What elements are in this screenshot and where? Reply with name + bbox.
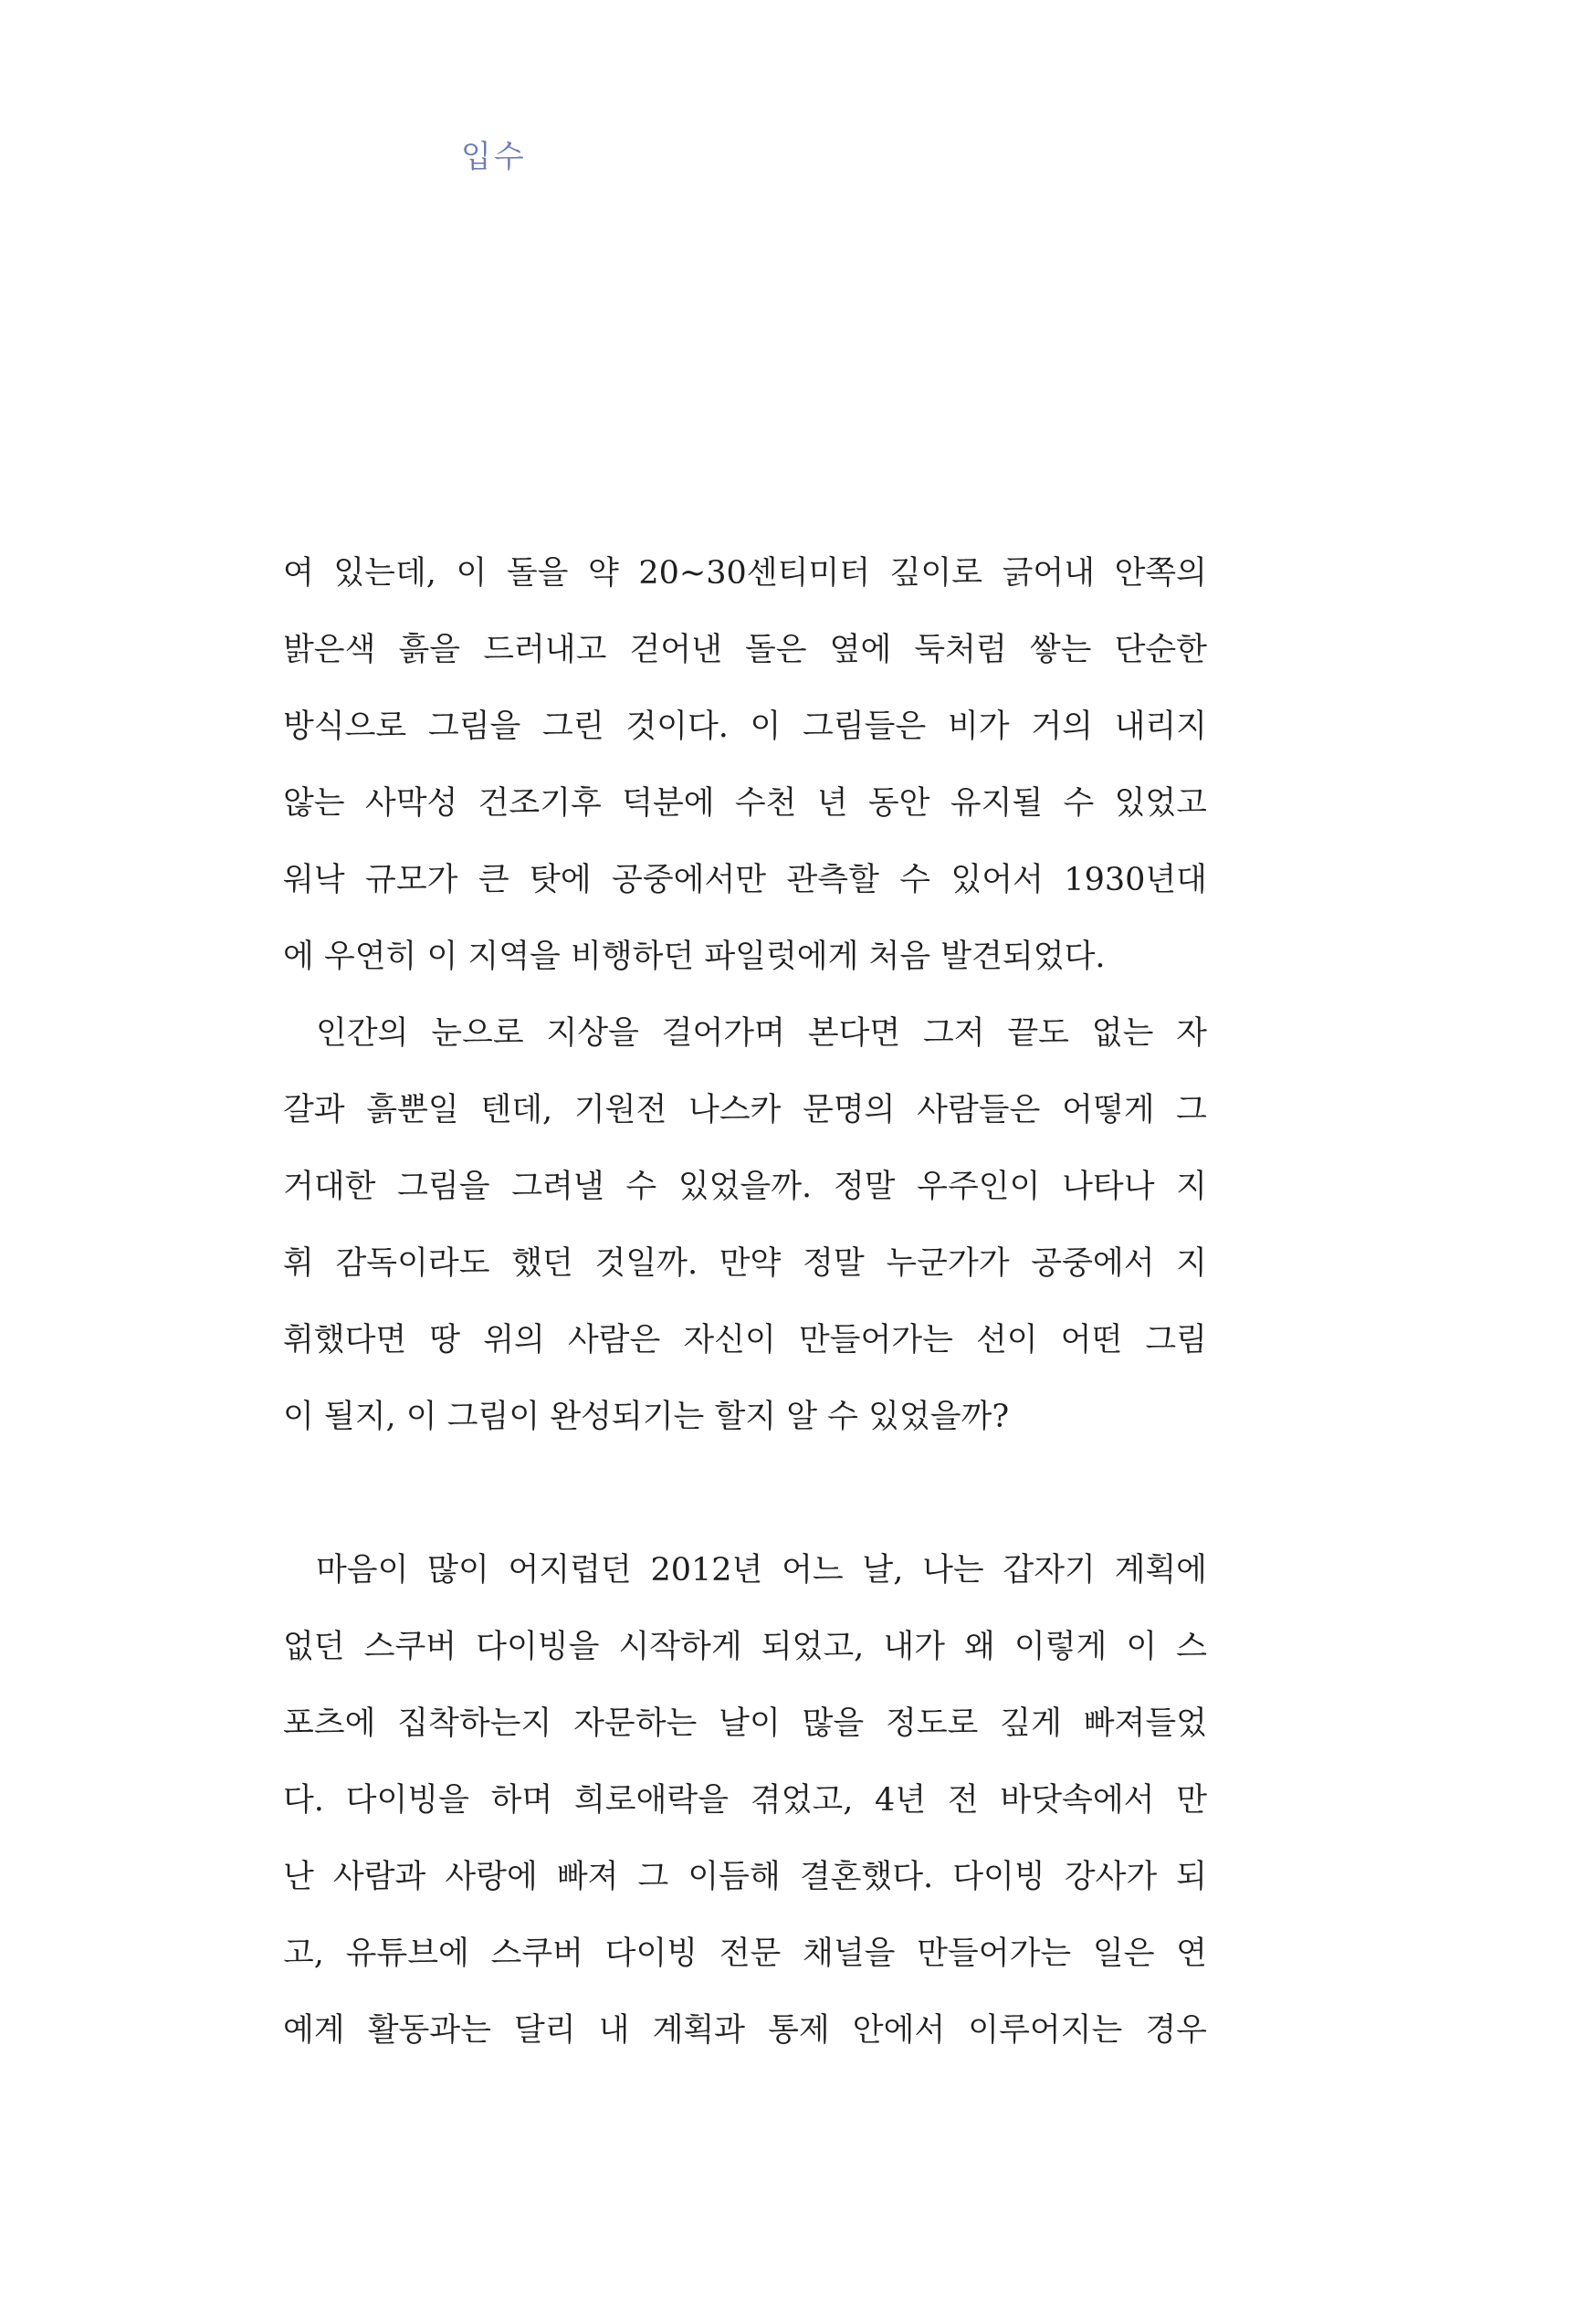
text-line: 워낙 규모가 큰 탓에 공중에서만 관측할 수 있어서 1930년대: [283, 862, 1207, 898]
text-line: 고, 유튜브에 스쿠버 다이빙 전문 채널을 만들어가는 일은 연: [283, 1935, 1207, 1972]
text-line: 난 사람과 사랑에 빠져 그 이듬해 결혼했다. 다이빙 강사가 되: [283, 1859, 1207, 1895]
text-line: 포츠에 집착하는지 자문하는 날이 많을 정도로 깊게 빠져들었: [283, 1705, 1207, 1742]
text-line: 방식으로 그림을 그린 것이다. 이 그림들은 비가 거의 내리지: [283, 708, 1207, 745]
text-line: 갈과 흙뿐일 텐데, 기원전 나스카 문명의 사람들은 어떻게 그: [283, 1092, 1207, 1128]
text-line: 에 우연히 이 지역을 비행하던 파일럿에게 처음 발견되었다.: [283, 939, 1106, 975]
text-line: 거대한 그림을 그려낼 수 있었을까. 정말 우주인이 나타나 지: [283, 1169, 1207, 1205]
text-line: 밝은색 흙을 드러내고 걷어낸 돌은 옆에 둑처럼 쌓는 단순한: [283, 632, 1207, 668]
chapter-title: 입수: [461, 139, 527, 175]
text-line: 휘 감독이라도 했던 것일까. 만약 정말 누군가가 공중에서 지: [283, 1245, 1207, 1282]
text-line: 여 있는데, 이 돌을 약 20~30센티미터 깊이로 긁어내 안쪽의: [283, 555, 1207, 592]
text-line: 이 될지, 이 그림이 완성되기는 할지 알 수 있었을까?: [283, 1399, 1010, 1435]
text-line: 인간의 눈으로 지상을 걸어가며 본다면 그저 끝도 없는 자: [316, 1015, 1207, 1052]
text-line: 않는 사막성 건조기후 덕분에 수천 년 동안 유지될 수 있었고: [283, 785, 1207, 822]
text-line: 다. 다이빙을 하며 희로애락을 겪었고, 4년 전 바닷속에서 만: [283, 1782, 1207, 1819]
body-text: [283, 535, 1207, 2069]
paragraph-spacer: [283, 1455, 1207, 1532]
text-line: 휘했다면 땅 위의 사람은 자신이 만들어가는 선이 어떤 그림: [283, 1322, 1207, 1358]
text-line: 없던 스쿠버 다이빙을 시작하게 되었고, 내가 왜 이렇게 이 스: [283, 1629, 1207, 1665]
text-line: 마음이 많이 어지럽던 2012년 어느 날, 나는 갑자기 계획에: [316, 1552, 1207, 1589]
text-line: 예계 활동과는 달리 내 계획과 통제 안에서 이루어지는 경우: [283, 2012, 1207, 2049]
